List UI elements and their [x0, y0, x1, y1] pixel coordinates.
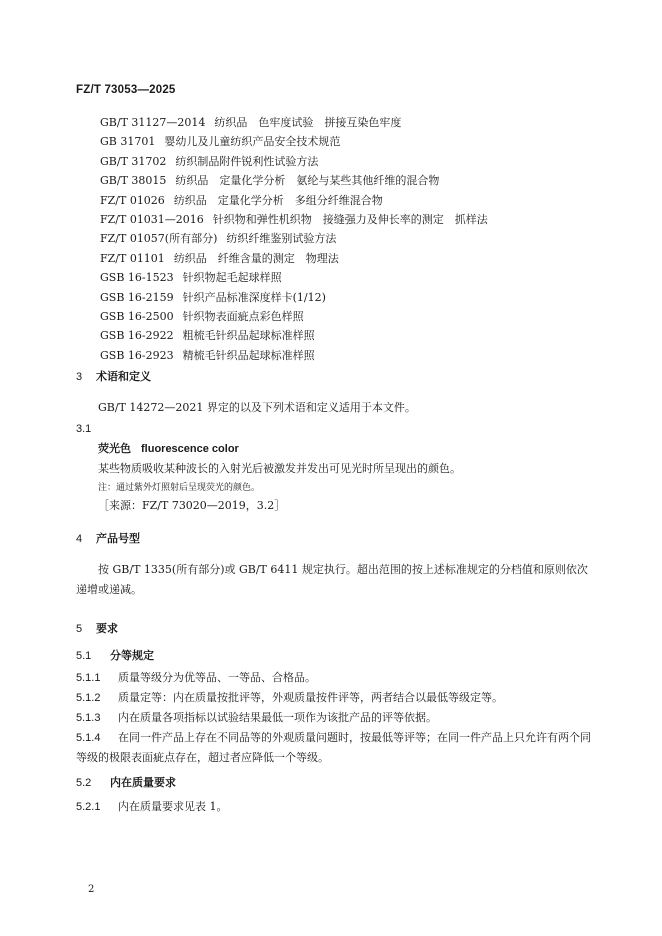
- term-en: fluorescence color: [141, 443, 239, 455]
- reference-title: 纺织品 定量化学分析 氨纶与某些其他纤维的混合物: [175, 174, 440, 188]
- reference-code: FZ/T 01031—2016: [100, 212, 204, 226]
- reference-item: [100, 326, 488, 345]
- subsection-title: 分等规定: [110, 650, 154, 662]
- reference-title: 纺织品 纤维含量的测定 物理法: [173, 251, 339, 265]
- reference-code: GSB 16-2922: [100, 329, 174, 343]
- clause-5-1-2: [76, 688, 594, 708]
- section-4-heading: [76, 530, 140, 546]
- reference-code: GSB 16-2159: [100, 290, 174, 304]
- reference-code: GSB 16-2923: [100, 348, 174, 362]
- reference-item: [100, 191, 488, 210]
- reference-title: 婴幼儿及儿童纺织产品安全技术规范: [164, 135, 341, 149]
- reference-title: 针织物和弹性机织物 接缝强力及伸长率的测定 抓样法: [212, 212, 488, 226]
- clause-number: 5.1.2: [76, 692, 101, 704]
- section-title: 要求: [96, 623, 118, 635]
- clause-number: 5.1.4: [76, 732, 101, 744]
- clause-number: 5.2.1: [76, 801, 101, 813]
- reference-code: FZ/T 01101: [100, 251, 165, 265]
- term-number: 3.1: [76, 423, 92, 435]
- section-title: 产品号型: [96, 533, 140, 545]
- reference-title: 粗梳毛针织品起球标准样照: [182, 329, 315, 343]
- reference-title: 纺织制品附件锐利性试验方法: [175, 154, 319, 168]
- subsection-number: 5.2: [76, 777, 92, 789]
- clause-text: 质量定等：内在质量按批评等，外观质量按件评等，两者结合以最低等级定等。: [118, 691, 503, 704]
- section-number: 4: [76, 533, 83, 545]
- reference-item: [100, 210, 488, 229]
- section-4-text: 按 GB/T 1335(所有部分)或 GB/T 6411 规定执行。超出范围的按上述标准规定的分档值和原则依次递增或递减。: [76, 563, 588, 596]
- subsection-title: 内在质量要求: [110, 777, 176, 789]
- reference-item: [100, 249, 488, 268]
- clause-text: 质量等级分为优等品、一等品、合格品。: [118, 671, 316, 684]
- section-5-heading: [76, 620, 118, 636]
- reference-title: 纺织品 色牢度试验 拼接互染色牢度: [214, 116, 402, 129]
- normative-references-list: [100, 113, 488, 365]
- clause-number: 5.1.1: [76, 672, 101, 684]
- term-source: ［来源：FZ/T 73020—2019，3.2］: [98, 499, 286, 512]
- term-entry: [98, 440, 461, 513]
- clause-text: 内在质量各项指标以试验结果最低一项作为该批产品的评等依据。: [118, 711, 437, 724]
- section-3-heading: [76, 368, 151, 384]
- term-title: [98, 440, 461, 456]
- clause-5-1-1: [76, 668, 594, 688]
- reference-code: GSB 16-1523: [100, 271, 174, 285]
- reference-code: GB/T 38015: [100, 174, 167, 188]
- section-number: 3: [76, 371, 83, 383]
- reference-item: [100, 268, 488, 287]
- subsection-5-1-heading: [76, 647, 154, 663]
- reference-code: GB 31701: [100, 135, 156, 149]
- reference-code: GB/T 31127—2014: [100, 116, 206, 129]
- reference-item: [100, 307, 488, 326]
- clause-number: 5.1.3: [76, 712, 101, 724]
- section-title: 术语和定义: [96, 371, 151, 383]
- subsection-number: 5.1: [76, 650, 92, 662]
- reference-title: 精梳毛针织品起球标准样照: [182, 348, 315, 362]
- reference-code: FZ/T 01057(所有部分): [100, 232, 218, 246]
- section-3-intro: GB/T 14272—2021 界定的以及下列术语和定义适用于本文件。: [98, 401, 416, 414]
- clause-5-1-3: [76, 708, 594, 728]
- clause-5-1-4: [76, 728, 594, 768]
- section-number: 5: [76, 623, 83, 635]
- reference-title: 针织物起毛起球样照: [182, 271, 282, 285]
- reference-code: FZ/T 01026: [100, 193, 165, 207]
- reference-item: [100, 113, 488, 132]
- clause-5-2-1: [76, 797, 594, 817]
- reference-item: [100, 346, 488, 365]
- reference-item: [100, 288, 488, 307]
- term-definition: 某些物质吸收某种波长的入射光后被激发并发出可见光时所呈现出的颜色。: [98, 462, 461, 475]
- term-cn: 荧光色: [98, 442, 131, 455]
- document-code-header: FZ/T 73053—2025: [76, 84, 176, 96]
- reference-code: GB/T 31702: [100, 154, 167, 168]
- reference-item: [100, 229, 488, 248]
- reference-title: 纺织品 定量化学分析 多组分纤维混合物: [173, 193, 383, 207]
- page-number: 2: [88, 884, 95, 895]
- reference-code: GSB 16-2500: [100, 309, 174, 323]
- clause-text: 内在质量要求见表 1。: [118, 800, 228, 813]
- term-note: 注：通过紫外灯照射后呈现荧光的颜色。: [98, 483, 261, 493]
- reference-item: [100, 152, 488, 171]
- reference-title: 针织产品标准深度样卡(1/12): [182, 290, 326, 304]
- subsection-5-2-heading: [76, 774, 176, 790]
- reference-item: [100, 171, 488, 190]
- clause-text: 在同一件产品上存在不同品等的外观质量问题时，按最低等评等；在同一件产品上只允许有两个同等级的极限表面疵点存在，超过者应降低一个等级。: [76, 731, 591, 764]
- reference-title: 针织物表面疵点彩色样照: [182, 309, 304, 323]
- reference-item: [100, 132, 488, 151]
- reference-title: 纺织纤维鉴别试验方法: [226, 232, 337, 246]
